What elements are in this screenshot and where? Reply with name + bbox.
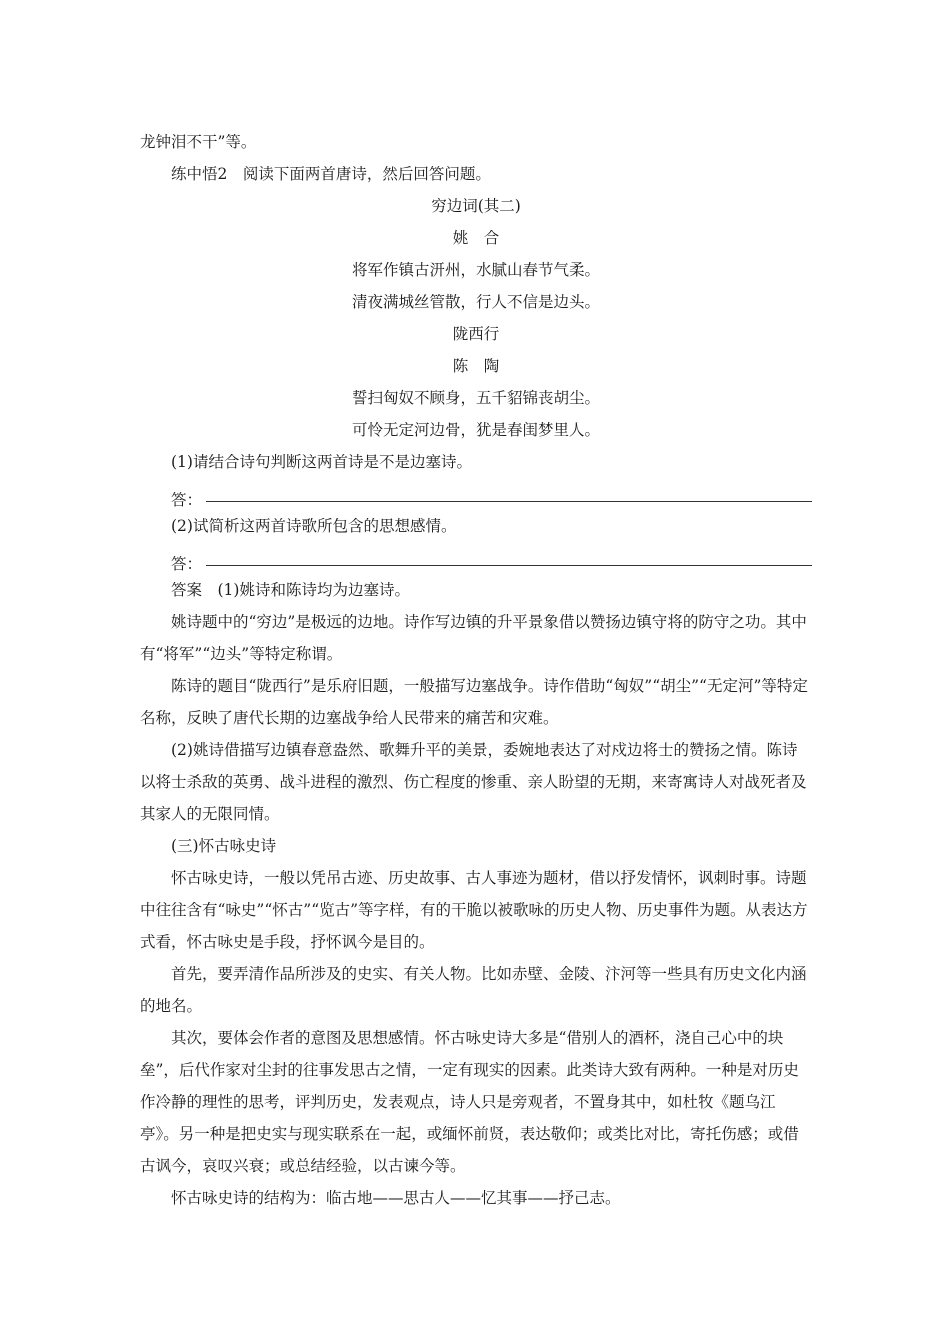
body-paragraph: 怀古咏史诗的结构为：临古地——思古人——忆其事——抒己志。 <box>171 1189 621 1207</box>
answer-blank <box>206 501 812 502</box>
poem2-author: 陈 陶 <box>452 357 500 375</box>
answer-label: 答： <box>171 555 203 573</box>
poem2-line: 誓扫匈奴不顾身，五千貂锦丧胡尘。 <box>351 389 600 407</box>
answer-label: 答： <box>171 491 203 509</box>
body-paragraph: 首先，要弄清作品所涉及的史实、有关人物。比如赤壁、金陵、汴河等一些具有历史文化内涵的地名。 <box>140 965 807 1015</box>
answer-blank <box>206 565 812 566</box>
question-1: (1)请结合诗句判断这两首诗是不是边塞诗。 <box>171 453 472 471</box>
answer-line-1 <box>140 478 812 510</box>
answer-line-2 <box>140 542 812 574</box>
exercise-heading: 练中悟2 阅读下面两首唐诗，然后回答问题。 <box>171 165 491 183</box>
answer-heading: 答案 (1)姚诗和陈诗均为边塞诗。 <box>171 581 410 599</box>
body-paragraph: 怀古咏史诗，一般以凭吊古迹、历史故事、古人事迹为题材，借以抒发情怀，讽刺时事。诗题中往往含有“咏史”“怀古”“览古”等字样，有的干脆以被歌咏的历史人物、历史事件为题。从表达方式看，怀古咏史是手段，抒怀讽今是目的。 <box>140 869 808 951</box>
answer-paragraph: (2)姚诗借描写边镇春意盎然、歌舞升平的美景，委婉地表达了对戍边将士的赞扬之情。陈诗以将士杀敌的英勇、战斗进程的激烈、伤亡程度的惨重、亲人盼望的无期，来寄寓诗人对战死者及其家人的无限同情。 <box>140 741 807 823</box>
poem1-title: 穷边词(其二) <box>431 197 521 215</box>
poem2-title: 陇西行 <box>452 325 500 343</box>
question-2: (2)试简析这两首诗歌所包含的思想感情。 <box>171 517 457 535</box>
document-page <box>140 126 812 1214</box>
answer-paragraph: 姚诗题中的“穷边”是极远的边地。诗作写边镇的升平景象借以赞扬边镇守将的防守之功。其中有“将军”“边头”等特定称谓。 <box>140 613 807 663</box>
answer-paragraph: 陈诗的题目“陇西行”是乐府旧题，一般描写边塞战争。诗作借助“匈奴”“胡尘”“无定河”等特定名称，反映了唐代长期的边塞战争给人民带来的痛苦和灾难。 <box>140 677 808 727</box>
section-heading: (三)怀古咏史诗 <box>171 837 277 855</box>
poem1-line: 将军作镇古汧州，水腻山春节气柔。 <box>351 261 600 279</box>
poem1-line: 清夜满城丝管散，行人不信是边头。 <box>351 293 600 311</box>
poem2-line: 可怜无定河边骨，犹是春闺梦里人。 <box>351 421 600 439</box>
body-paragraph: 其次，要体会作者的意图及思想感情。怀古咏史诗大多是“借别人的酒杯，浇自己心中的块垒”，后代作家对尘封的往事发思古之情，一定有现实的因素。此类诗大致有两种。一种是对历史作冷静的理性的思考，评判历史，发表观点，诗人只是旁观者，不置身其中，如杜牧《题乌江亭》。另一种是把史实与现实联系在一起，或缅怀前贤，表达敬仰；或类比对比，寄托伤感；或借古讽今，哀叹兴衰；或总结经验，以古谏今等。 <box>140 1029 799 1175</box>
text-line: 龙钟泪不干”等。 <box>140 133 257 151</box>
poem1-author: 姚 合 <box>452 229 500 247</box>
